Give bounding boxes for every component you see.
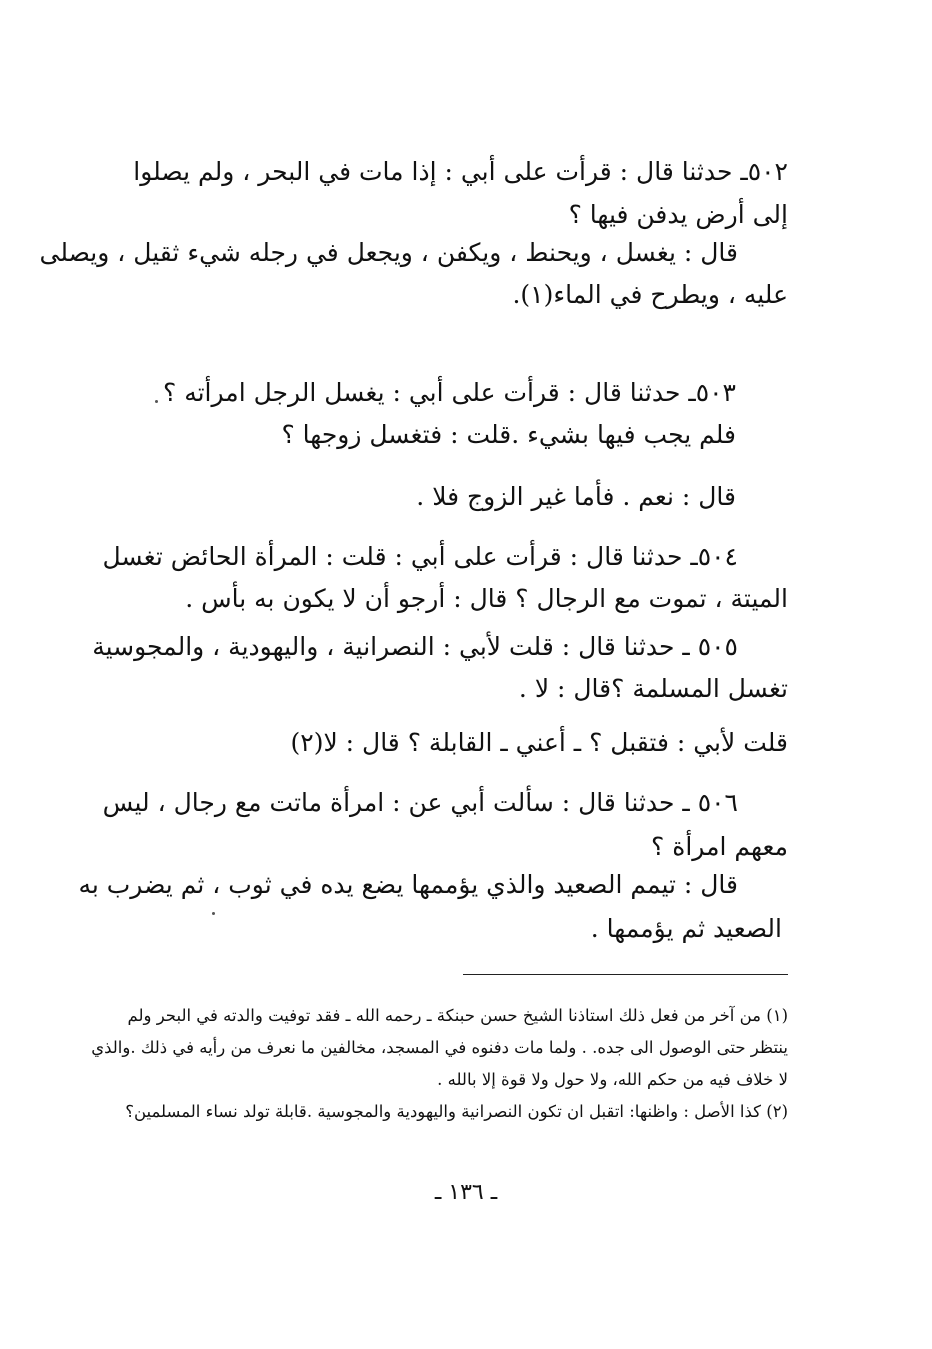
- entry-505-line-1: ٥٠٥ ـ حدثنا قال : قلت لأبي : النصرانية ، واليهودية ، والمجوسية: [92, 632, 738, 661]
- entry-502-line-2: إلى أرض يدفن فيها ؟: [568, 200, 788, 229]
- entry-505-line-2: تغسل المسلمة ؟قال : لا .: [518, 674, 788, 703]
- entry-504-line-1: ٥٠٤ـ حدثنا قال : قرأت على أبي : قلت : المرأة الحائض تغسل: [102, 542, 738, 571]
- entry-506-line-4: الصعيد ثم يؤممها .: [590, 914, 782, 943]
- footnote-1-line-2: ينتظر حتى الوصول الى جده. . ولما مات دفنوه في المسجد، مخالفين ما نعرف من رأيه في ذلك .والذي: [91, 1038, 788, 1057]
- footnote-1-line-3: لا خلاف فيه من حكم الله، ولا حول ولا قوة إلا بالله .: [437, 1070, 788, 1089]
- scan-speck: [155, 400, 158, 403]
- entry-505-line-3: قلت لأبي : فتقبل ؟ ـ أعني ـ القابلة ؟ قال : لا(٢): [290, 728, 788, 757]
- entry-504-line-2: الميتة ، تموت مع الرجال ؟ قال : أرجو أن لا يكون به بأس .: [185, 584, 788, 613]
- scan-speck: [212, 912, 215, 915]
- entry-506-line-1: ٥٠٦ ـ حدثنا قال : سألت أبي عن : امرأة ماتت مع رجال ، ليس: [102, 788, 738, 817]
- footnote-2-line-1: (٢) كذا الأصل : واظنها: اتقبل ان تكون النصرانية واليهودية والمجوسية .قابلة تولد نساء المسلمين؟: [125, 1102, 788, 1121]
- entry-502-line-4: عليه ، ويطرح في الماء(١).: [512, 280, 788, 309]
- footnote-1-line-1: (١) من آخر من فعل ذلك استاذنا الشيخ حسن حبنكة ـ رحمه الله ـ فقد توفيت والدته في البحر ولم: [127, 1006, 788, 1025]
- entry-506-line-2: معهم امرأة ؟: [651, 832, 788, 861]
- entry-506-line-3: قال : تيمم الصعيد والذي يؤممها يضع يده في ثوب ، ثم يضرب به: [78, 870, 738, 899]
- entry-502-line-1: ٥٠٢ـ حدثنا قال : قرأت على أبي : إذا مات في البحر ، ولم يصلوا: [133, 157, 788, 186]
- page-number: ـ ١٣٦ ـ: [434, 1180, 498, 1205]
- footnote-separator: [463, 974, 788, 975]
- entry-503-line-1: ٥٠٣ـ حدثنا قال : قرأت على أبي : يغسل الرجل امرأته ؟: [162, 378, 736, 407]
- entry-502-line-3: قال : يغسل ، ويحنط ، ويكفن ، ويجعل في رجله شيء ثقيل ، ويصلى: [39, 238, 738, 267]
- entry-503-line-2: فلم يجب فيها بشيء .قلت : فتغسل زوجها ؟: [281, 420, 736, 449]
- entry-503-line-3: قال : نعم . فأما غير الزوج فلا .: [416, 482, 736, 511]
